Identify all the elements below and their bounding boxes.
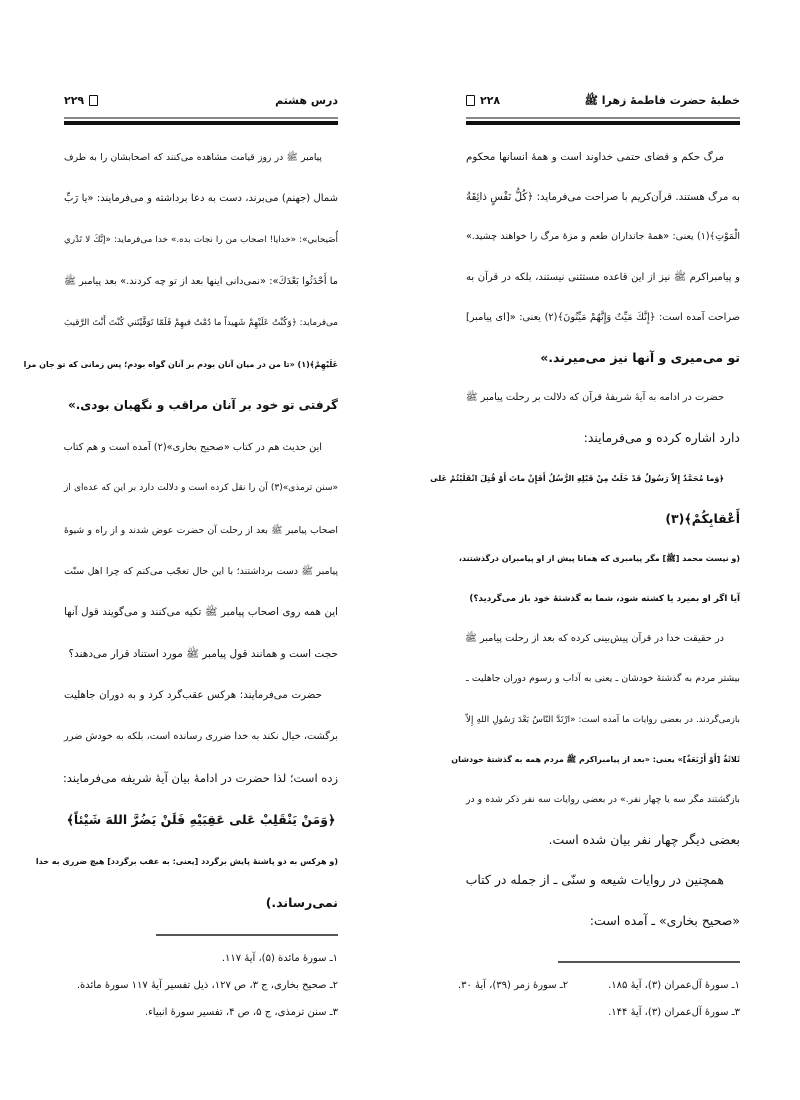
text-line: در حقیقت خدا در قرآن پیش‌بینی کرده که بعد از رحلت پیامبر ﷺ — [464, 633, 724, 645]
footnote: ۲ـ سورهٔ زمر (۳۹)، آیهٔ ۳۰. — [457, 980, 569, 991]
text-line: صراحت آمده است: ﴿إِنَّكَ مَيِّتٌ وَإِنَّهُمْ مَيِّتُونَ﴾(۲) یعنی: «[ای پیامبر] — [466, 311, 740, 323]
text-line: این حدیث هم در کتاب «صحیح بخاری»(۲) آمده است و هم کتاب — [63, 441, 322, 453]
footnote-row — [457, 972, 740, 999]
text-line: بعضی دیگر چهار نفر بیان شده است. — [548, 832, 740, 848]
text-line: همچنین در روایات شیعه و سنّی ـ از جمله در کتاب — [465, 872, 724, 888]
text-line: اصحاب پیامبر ﷺ بعد از رحلت آن حضرت عوض شدند و از راه و شیوهٔ — [64, 524, 338, 536]
page-number — [466, 94, 500, 107]
header-rule-thin — [64, 117, 338, 119]
footnote: ۳ـ سنن ترمذی، ج ۵، ص ۴، تفسیر سورهٔ انبیاء. — [144, 1007, 338, 1018]
page-number-text: ۲۲۹ — [64, 94, 85, 107]
page-number-text: ۲۲۸ — [480, 94, 501, 107]
text-line: ﴿وَما مُحَمَّدٌ إِلاّ رَسُولٌ قَدْ خَلَتْ مِنْ قَبْلِهِ الرُّسُلُ أَفَإِنْ ماتَ أَوْ قُتِلَ انْقَلَبْتُمْ عَلى — [430, 473, 724, 483]
text-line: حضرت در ادامه به آیهٔ شریفهٔ قرآن که دلالت بر رحلت پیامبر ﷺ — [465, 392, 724, 404]
text-line: حضرت می‌فرمایند: هرکس عقب‌گرد کرد و به دوران جاهلیت — [64, 689, 322, 702]
square-icon — [89, 95, 98, 106]
footnote: ۳ـ سورهٔ آل‌عمران (۳)، آیهٔ ۱۴۴. — [608, 1007, 740, 1018]
footnote: ۱ـ سورهٔ آل‌عمران (۳)، آیهٔ ۱۸۵. — [608, 980, 740, 991]
text-line: گرفتی تو خود بر آنان مراقب و نگهبان بودی.» — [67, 398, 338, 413]
footnotes — [64, 945, 338, 1026]
text-line: نمی‌رساند.) — [265, 895, 338, 911]
body-text — [23, 137, 339, 923]
text-line: این همه روی اصحاب پیامبر ﷺ تکیه می‌کنند و می‌گویند قول آنها — [64, 606, 338, 619]
text-line: ﴿وَمَنْ يَنْقَلِبْ عَلى عَقِبَيْهِ فَلَنْ يَضُرَّ اللهَ شَيْئاً﴾ — [66, 812, 336, 828]
text-line: عَلَيْهِمْ﴾(۱) «تا من در میان آنان بودم بر آنان گواه بودم؛ پس زمانی که تو جان مرا — [23, 359, 338, 369]
footnote-row — [64, 972, 338, 999]
header-rule-thick — [64, 121, 338, 125]
footnote-rule — [156, 934, 338, 936]
header-rule-thin — [466, 117, 740, 119]
text-line: می‌فرماید: ﴿وَكُنْتُ عَلَيْهِمْ شَهيداً ما دُمْتُ فيهِمْ فَلَمّا تَوَفَّيْتَني كُنْتَ أَنْتَ الرَّقيبَ — [64, 317, 338, 328]
text-line: برگشت، خیال نکند به خدا ضرری رسانده است، بلکه به خودش ضرر — [64, 731, 338, 743]
text-line: ما أَحْدَثُوا بَعْدَكَ»: «نمی‌دانی اینها بعد از تو چه کردند.» بعد پیامبر ﷺ — [64, 276, 338, 288]
text-line: شمال (جهنم) می‌برند، دست به دعا برداشته و می‌فرمایند: «یا رَبِّ — [64, 193, 338, 205]
footnotes — [457, 972, 740, 1026]
text-line: حجت است و همانند قول پیامبر ﷺ مورد استناد قرار می‌دهند؟ — [68, 647, 338, 660]
chapter-title: درس هشتم — [275, 94, 338, 107]
footnote-row — [64, 999, 338, 1026]
text-line: (و نیست محمد [ﷺ] مگر پیامبری که همانا پیش از او پیامبران درگذشتند، — [458, 553, 740, 563]
text-line: به مرگ هستند. قرآن‌کریم با صراحت می‌فرماید: ﴿كُلُّ نَفْسٍ ذائِقَةُ — [466, 191, 740, 204]
text-line: پیامبر ﷺ دست برداشتند؛ با این حال تعجّب می‌کنم که چرا اهل سنّت — [64, 565, 338, 577]
header-rule-thick — [466, 121, 740, 125]
footnote-row — [64, 945, 338, 972]
text-line: زده است؛ لذا حضرت در ادامهٔ بیان آیهٔ شریفه می‌فرمایند: — [62, 770, 338, 785]
body-text — [430, 137, 740, 941]
text-line: پیامبر ﷺ در روز قیامت مشاهده می‌کنند که اصحابشان را به طرف — [64, 152, 322, 163]
text-line: بیشتر مردم به گذشتهٔ خودشان ـ یعنی به آداب و رسوم دوران جاهلیت ـ — [466, 673, 740, 685]
footnote-rule — [558, 961, 740, 963]
text-line: آیا اگر او بمیرد یا کشته شود، شما به گذشتهٔ خود باز می‌گردید؟) — [469, 594, 740, 605]
book-title: خطبهٔ حضرت فاطمهٔ زهرا ﷺ — [584, 94, 740, 107]
running-header — [466, 92, 740, 114]
text-line: «صحیح بخاری» ـ آمده است: — [589, 912, 740, 928]
text-line: دارد اشاره کرده و می‌فرمایند: — [583, 430, 740, 446]
text-line: و پیامبراکرم ﷺ نیز از این قاعده مستثنی نیستند، بلکه در قرآن به — [466, 271, 740, 283]
text-line: الْمَوْتِ﴾(۱) یعنی: «همهٔ جانداران طعم و مزهٔ مرگ را خواهند چشید.» — [466, 231, 740, 243]
text-line: (و هرکس به دو پاشنهٔ پایش برگردد [یعنی: به عقب برگردد] هیچ ضرری به خدا — [35, 856, 338, 866]
footnote-row — [466, 999, 740, 1026]
text-line: أَعْقابِكُمْ﴾(۳) — [665, 510, 740, 526]
text-line: بازگشتند مگر سه یا چهار نفر.» در بعضی روایات سه نفر ذکر شده و در — [466, 794, 740, 805]
text-line: بازمی‌گردند. در بعضی روایات ما آمده است: «ارْتَدَّ النّاسُ بَعْدَ رَسُولِ اللهِ إِلاّ — [466, 714, 740, 725]
square-icon — [466, 95, 475, 106]
text-line: ثَلاثَةٌ [أَوْ أَرْبَعَةٌ]» یعنی: «بعد از پیامبراکرم ﷺ مردم همه به گذشتهٔ خودشان — [451, 754, 740, 764]
running-header — [64, 92, 338, 114]
text-line: مرگ حکم و قضای حتمی خداوند است و همهٔ انسانها محکوم — [466, 151, 724, 163]
page-number — [64, 94, 98, 107]
footnote: ۲ـ صحیح بخاری، ج ۳، ص ۱۲۷، ذیل تفسیر آیهٔ ۱۱۷ سورهٔ مائدة. — [76, 980, 338, 991]
text-line: أُصَیحابي»: «خدایا! اصحاب من را نجات بده.» خدا می‌فرماید: «إنَّكَ لا تَدْري — [64, 234, 338, 245]
footnote: ۱ـ سورهٔ مائدة (۵)، آیهٔ ۱۱۷. — [221, 953, 338, 964]
text-line: «سنن ترمذی»(۳) آن را نقل کرده است و دلالت دارد بر این که عده‌ای از — [64, 483, 339, 494]
text-line: تو می‌میری و آنها نیز می‌میرند.» — [540, 349, 740, 365]
